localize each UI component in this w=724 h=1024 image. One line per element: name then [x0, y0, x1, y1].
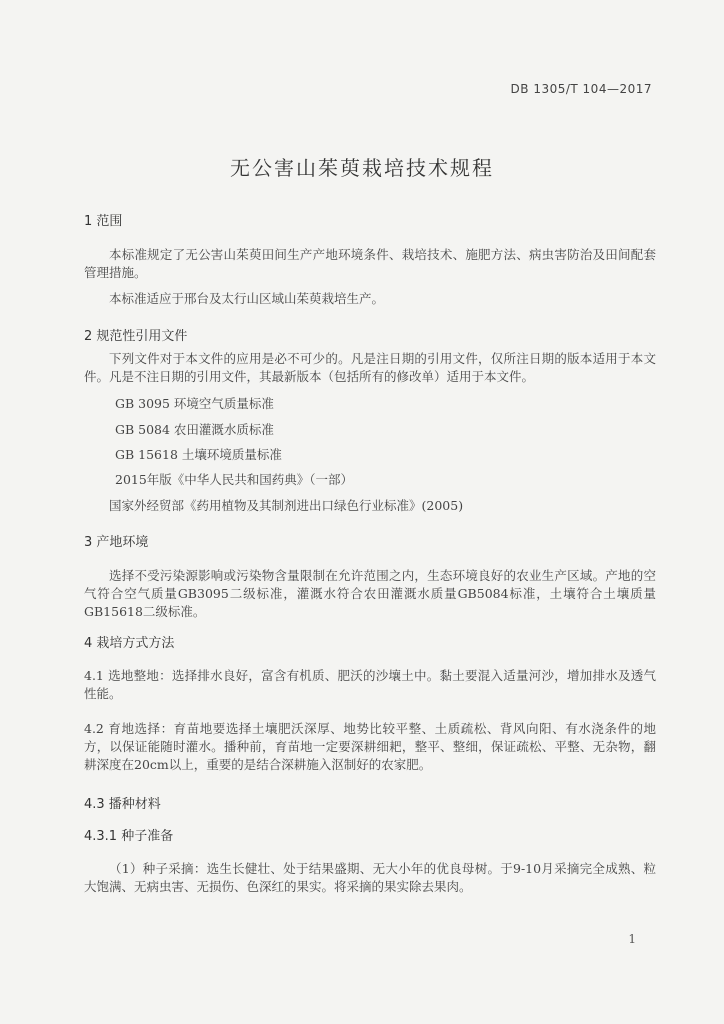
section-4-3-1-paragraph: （1）种子采摘：选生长健壮、处于结果盛期、无大小年的优良母树。于9-10月采摘完全成熟、粒大饱满、无病虫害、无损伤、色深红的果实。将采摘的果实除去果肉。 — [84, 861, 656, 894]
reference-item: 国家外经贸部《药用植物及其制剂进出口绿色行业标准》(2005) — [109, 498, 464, 513]
page-number: 1 — [628, 932, 636, 946]
section-4-3-heading: 4.3 播种材料 — [84, 797, 161, 812]
section-2-paragraph-1: 下列文件对于本文件的应用是必不可少的。凡是注日期的引用文件，仅所注日期的版本适用于本文件。凡是不注日期的引用文件，其最新版本（包括所有的修改单）适用于本文件。 — [84, 351, 656, 384]
section-1-heading: 1 范围 — [84, 214, 123, 229]
section-1-paragraph-1: 本标准规定了无公害山茱萸田间生产产地环境条件、栽培技术、施肥方法、病虫害防治及田间配套管理措施。 — [84, 247, 656, 280]
section-4-2-paragraph: 4.2 育地选择：育苗地要选择土壤肥沃深厚、地势比较平整、土质疏松、背风向阳、有水浇条件的地方，以保证能随时灌水。播种前，育苗地一定要深耕细耙，整平、整细，保证疏松、平整、无杂物，翻耕深度在20cm以上，重要的是结合深耕施入沤制好的农家肥。 — [84, 721, 656, 772]
reference-item: GB 15618 土壤环境质量标准 — [115, 447, 282, 462]
reference-item: GB 3095 环境空气质量标准 — [115, 396, 274, 411]
reference-item: 2015年版《中华人民共和国药典》（一部） — [115, 472, 354, 487]
section-4-heading: 4 栽培方式方法 — [84, 636, 175, 651]
section-3-paragraph-1: 选择不受污染源影响或污染物含量限制在允许范围之内，生态环境良好的农业生产区域。产地的空气符合空气质量GB3095二级标准，灌溉水符合农田灌溉水质量GB5084标准，土壤符合土壤质量GB15618二级标准。 — [84, 568, 656, 619]
document-code: DB 1305/T 104—2017 — [510, 82, 652, 96]
reference-item: GB 5084 农田灌溉水质标准 — [115, 422, 274, 437]
section-1-paragraph-2: 本标准适应于邢台及太行山区域山茱萸栽培生产。 — [109, 291, 385, 306]
section-4-1-paragraph: 4.1 选地整地：选择排水良好，富含有机质、肥沃的沙壤土中。黏土要混入适量河沙，增加排水及透气性能。 — [84, 668, 656, 701]
section-2-heading: 2 规范性引用文件 — [84, 329, 188, 344]
section-3-heading: 3 产地环境 — [84, 535, 149, 550]
document-title: 无公害山茱萸栽培技术规程 — [230, 156, 494, 180]
section-4-3-1-heading: 4.3.1 种子准备 — [84, 829, 174, 844]
